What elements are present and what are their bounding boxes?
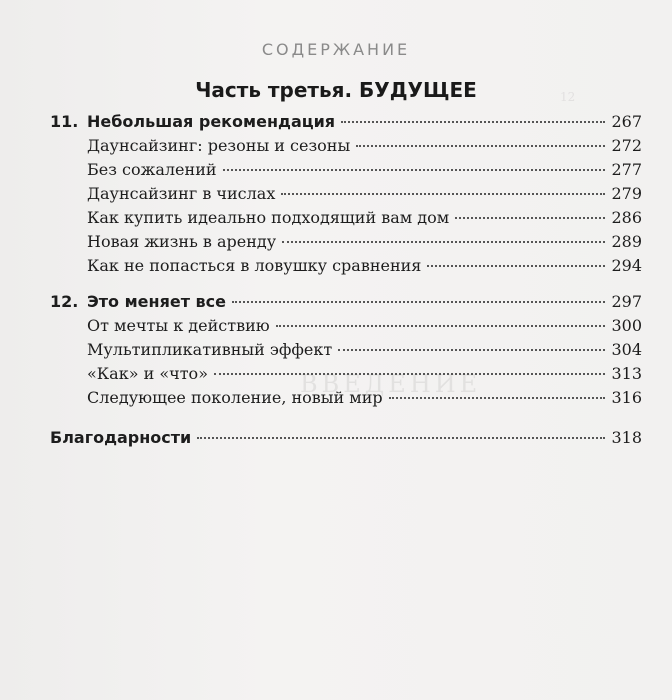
part-title: Часть третья. БУДУЩЕЕ xyxy=(195,78,477,102)
chapter-title: Это меняет все xyxy=(87,292,226,311)
page-number: 289 xyxy=(611,232,642,251)
subsection-title: Следующее поколение, новый мир xyxy=(87,388,383,407)
subsection-title: От мечты к действию xyxy=(87,316,270,335)
dot-leader xyxy=(389,397,606,399)
subsection-title: Мультипликативный эффект xyxy=(87,340,333,359)
dot-leader xyxy=(455,217,605,219)
toc-subsection xyxy=(50,208,642,232)
toc-subsection xyxy=(50,136,642,160)
toc-subsection xyxy=(50,340,642,364)
subsection-title: Даунсайзинг в числах xyxy=(87,184,276,203)
dot-leader xyxy=(427,265,605,267)
page-number: 316 xyxy=(611,388,642,407)
page-number: 294 xyxy=(611,256,642,275)
toc-subsection xyxy=(50,316,642,340)
toc-subsection xyxy=(50,256,642,280)
toc-subsection xyxy=(50,184,642,208)
subsection-title: Без сожалений xyxy=(87,160,217,179)
dot-leader xyxy=(197,437,605,439)
chapter-number: 12. xyxy=(50,292,79,311)
subsection-title: «Как» и «что» xyxy=(87,364,208,383)
page-number: 286 xyxy=(611,208,642,227)
toc-subsection xyxy=(50,232,642,256)
dot-leader xyxy=(282,241,605,243)
dot-leader xyxy=(281,193,605,195)
dot-leader xyxy=(214,373,605,375)
page-number: 279 xyxy=(611,184,642,203)
page-number: 318 xyxy=(611,428,642,447)
subsection-title: Как купить идеально подходящий вам дом xyxy=(87,208,450,227)
dot-leader xyxy=(223,169,606,171)
subsection-title: Даунсайзинг: резоны и сезоны xyxy=(87,136,351,155)
subsection-title: Как не попасться в ловушку сравнения xyxy=(87,256,422,275)
acknowledgements-title: Благодарности xyxy=(50,428,192,447)
page-number: 277 xyxy=(611,160,642,179)
toc-chapter-11 xyxy=(50,112,642,136)
page-number: 272 xyxy=(611,136,642,155)
page-number: 304 xyxy=(611,340,642,359)
toc-subsection xyxy=(50,160,642,184)
page-number: 267 xyxy=(611,112,642,131)
show-through-text: ВВЕДЕНИЕ xyxy=(300,370,482,398)
dot-leader xyxy=(356,145,605,147)
subsection-title: Новая жизнь в аренду xyxy=(87,232,277,251)
page-number: 297 xyxy=(611,292,642,311)
toc-chapter-12 xyxy=(50,292,642,316)
toc-subsection xyxy=(50,388,642,412)
chapter-number: 11. xyxy=(50,112,79,131)
page-number: 313 xyxy=(611,364,642,383)
dot-leader xyxy=(276,325,606,327)
toc-acknowledgements xyxy=(50,428,642,452)
chapter-title: Небольшая рекомендация xyxy=(87,112,336,131)
toc-subsection xyxy=(50,364,642,388)
dot-leader xyxy=(338,349,605,351)
page-number: 300 xyxy=(611,316,642,335)
section-header: СОДЕРЖАНИЕ xyxy=(261,40,411,59)
show-through-text: 12 xyxy=(560,90,576,104)
dot-leader xyxy=(341,121,605,123)
dot-leader xyxy=(232,301,605,303)
